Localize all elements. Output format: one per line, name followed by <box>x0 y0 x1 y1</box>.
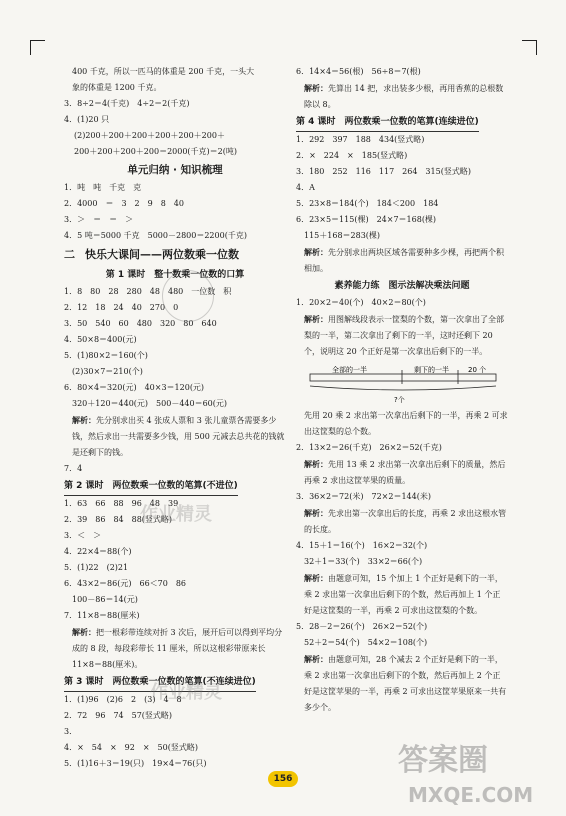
analysis-text: 把一根彩带连续对折 3 次后，展开后可以得到平均分成的 8 段，每段彩带长 11 厘米，所以这根彩带原来长 11×8＝88(厘米)。 <box>72 628 283 669</box>
text-line: (2)30×7＝210(个) <box>72 367 143 376</box>
text-line: 2．39 86 84 88(竖式略) <box>64 515 173 524</box>
text-line: 1．292 397 188 434(竖式略) <box>296 135 425 144</box>
analysis-note <box>296 311 508 360</box>
text-line: 7．11×8＝88(厘米) <box>64 611 140 620</box>
text-line: 3．180 252 116 117 264 315(竖式略) <box>296 167 471 176</box>
text-line: 1．吨 吨 千克 克 <box>64 183 142 192</box>
logo-url: MXQE.COM <box>408 783 534 807</box>
text-line: (2)200＋200＋200＋200＋200＋200＋ <box>74 131 225 140</box>
chapter-heading <box>64 244 286 266</box>
right-column <box>296 64 508 716</box>
watermark-text: 作业精灵 <box>150 682 222 703</box>
text-line: 3．36×2＝72(米) 72×2＝144(米) <box>296 492 431 501</box>
text-line: 4．(1)20 只 <box>64 115 110 124</box>
text-line: 2．4000 ＝ 3 2 9 8 40 <box>64 199 184 208</box>
text-line: 1．8 80 28 280 48 480 一位数 积 <box>64 287 232 296</box>
text-line: 4．5 吨＝5000 千克 5000－2800＝2200(千克) <box>64 231 247 240</box>
text-line: 2．12 18 24 40 270 0 <box>64 303 179 312</box>
analysis-text: 先分别求出两块区域各需要种多少棵，再把两个积相加。 <box>304 248 504 273</box>
text-line: 象的体重是 1200 千克。 <box>72 83 162 92</box>
lesson-4-title: 第 4 课时 两位数乘一位数的笔算(连续进位) <box>296 113 479 132</box>
text-line: 3．＞ ＝ ＝ ＞ <box>64 215 134 224</box>
text-line: 115＋168＝283(棵) <box>304 231 381 240</box>
lesson-3-title: 第 3 课时 两位数乘一位数的笔算(不连续进位) <box>64 673 256 692</box>
text-line: 2．× 224 × 185(竖式略) <box>296 151 408 160</box>
lesson-1-title: 第 1 课时 整十数乘一位数的口算 <box>105 270 245 280</box>
special-section-title: 素养能力练 图示法解决乘法问题 <box>334 281 470 291</box>
text-line: 6．23×5＝115(棵) 24×7＝168(棵) <box>296 215 437 224</box>
text-line: 5．(1)80×2＝160(个) <box>64 351 148 360</box>
unit-review-title: 单元归纳 · 知识梳理 <box>127 164 223 176</box>
analysis-note <box>296 244 508 277</box>
label-rest: 剩下的一半 <box>414 366 449 374</box>
analysis-tag: 解析： <box>72 415 96 425</box>
label-total: ?个 <box>394 396 405 404</box>
analysis-text: 先算出 14 把，求出装多少根，再用香蕉的总根数除以 8。 <box>304 84 504 109</box>
analysis-tag: 解析： <box>304 247 328 257</box>
analysis-text: 先用 13 乘 2 求出第一次拿出后剩下的质量，然后再乘 2 求出这筐苹果的质量。 <box>304 460 506 485</box>
text-line: 1．63 66 88 96 48 39 <box>64 499 179 508</box>
analysis-note <box>296 456 508 489</box>
analysis-text: 由题意可知，28 个减去 2 个正好是剩下的一半，乘 2 求出第一次拿出后剩下的个数，然后再加上 2 个正好是这筐苹果的一半，再乘 2 可求出这筐苹果原来一共有多少个。 <box>304 655 507 712</box>
text-line: 4．× 54 × 92 × 50(竖式略) <box>64 743 198 752</box>
page-number: 156 <box>268 771 298 787</box>
site-logo-svg <box>378 730 548 810</box>
site-logo <box>378 730 548 810</box>
text-line: 5．(1)16＋3＝19(只) 19×4＝76(只) <box>64 759 207 768</box>
text-line: 5．23×8＝184(个) 184＜200 184 <box>296 199 439 208</box>
analysis-note <box>64 412 286 461</box>
line-segment-svg <box>302 364 502 404</box>
text-line: 4．A <box>296 183 315 192</box>
crop-mark-top-left <box>30 40 45 55</box>
label-half: 全部的一半 <box>332 366 367 374</box>
crop-mark-top-right <box>522 40 537 55</box>
analysis-note <box>296 505 508 538</box>
text-line: 100－86＝14(元) <box>72 595 138 604</box>
text-line: 6．43×2＝86(元) 66＜70 86 <box>64 579 187 588</box>
text-line: 400 千克，所以一匹马的体重是 200 千克，一头大 <box>72 67 255 76</box>
text-line: 1．20×2＝40(个) 40×2＝80(个) <box>296 298 426 307</box>
analysis-text: 先求出第一次拿出后的长度，再乘 2 求出这根水管的长度。 <box>304 509 507 534</box>
text-line: 32＋1＝33(个) 33×2＝66(个) <box>304 557 423 566</box>
chapter-number: 二 <box>64 248 75 261</box>
text-line: 52＋2＝54(个) 54×2＝108(个) <box>304 638 428 647</box>
analysis-tag: 解析： <box>304 654 328 664</box>
analysis-tag: 解析： <box>72 627 96 637</box>
text-line: 4．50×8＝400(元) <box>64 335 137 344</box>
text-line: 5．(1)22 (2)21 <box>64 563 129 572</box>
segment-bar <box>310 374 496 381</box>
lesson-2-title: 第 2 课时 两位数乘一位数的笔算(不进位) <box>64 477 238 496</box>
text-line: 200＋200＋200＋200＝2000(千克)＝2(吨) <box>74 147 238 156</box>
analysis-tag: 解析： <box>304 508 328 518</box>
text-line: 3． <box>64 727 78 736</box>
total-brace <box>310 386 496 390</box>
text-line: 2．13×2＝26(千克) 26×2＝52(千克) <box>296 443 442 452</box>
text-line: 1．(1)96 (2)6 2 (3) 4 8 <box>64 695 182 704</box>
chapter-title: 快乐大课间——两位数乘一位数 <box>85 248 239 261</box>
text-line: 6．14×4＝56(根) 56÷8＝7(根) <box>296 67 421 76</box>
analysis-note <box>296 570 508 619</box>
analysis-text: 用图解线段表示一筐梨的个数，第一次拿出了全部梨的一半，第二次拿出了剩下的一半，这时还剩下 20 个，说明这 20 个正好是第一次拿出后剩下的一半。 <box>304 315 504 356</box>
text-line: 6．80×4＝320(元) 40×3＝120(元) <box>64 383 205 392</box>
text-line: 3．＜ ＞ <box>64 531 102 540</box>
left-column <box>64 64 286 772</box>
analysis-text: 由题意可知，15 个加上 1 个正好是剩下的一半，乘 2 求出第一次拿出后剩下的个数，然后再加上 1 个正好是这筐梨的一半，再乘 2 可求出这筐梨的个数。 <box>304 574 503 615</box>
analysis-note: 先用 20 乘 2 求出第一次拿出后剩下的一半，再乘 2 可求出这筐梨的总个数。 <box>304 411 508 436</box>
analysis-note <box>296 651 508 716</box>
analysis-text: 先分别求出买 4 张成人票和 3 张儿童票各需要多少钱，然后求出一共需要多少钱，用 500 元减去总共花的钱就是还剩下的钱。 <box>72 416 285 457</box>
analysis-tag: 解析： <box>304 573 328 583</box>
analysis-tag: 解析： <box>304 459 328 469</box>
analysis-note <box>296 80 508 113</box>
text-line: 2．72 96 74 57(竖式略) <box>64 711 173 720</box>
text-line: 3．50 540 60 480 320 80 640 <box>64 319 217 328</box>
line-segment-diagram <box>302 364 502 404</box>
text-line: 4．22×4＝88(个) <box>64 547 132 556</box>
text-line: 3．8÷2＝4(千克) 4÷2＝2(千克) <box>64 99 190 108</box>
analysis-tag: 解析： <box>304 83 328 93</box>
text-line: 5．28－2＝26(个) 26×2＝52(个) <box>296 622 428 631</box>
analysis-note <box>64 624 286 673</box>
watermark-stamp <box>162 270 214 322</box>
watermark-text: 作业精灵 <box>140 504 212 525</box>
text-line: 320＋120＝440(元) 500－440＝60(元) <box>72 399 228 408</box>
text-line: 7．4 <box>64 464 83 473</box>
text-line: 4．15＋1＝16(个) 16×2＝32(个) <box>296 541 428 550</box>
logo-text: 答案圈 <box>398 743 488 778</box>
label-20: 20 个 <box>468 366 487 374</box>
analysis-tag: 解析： <box>304 314 328 324</box>
